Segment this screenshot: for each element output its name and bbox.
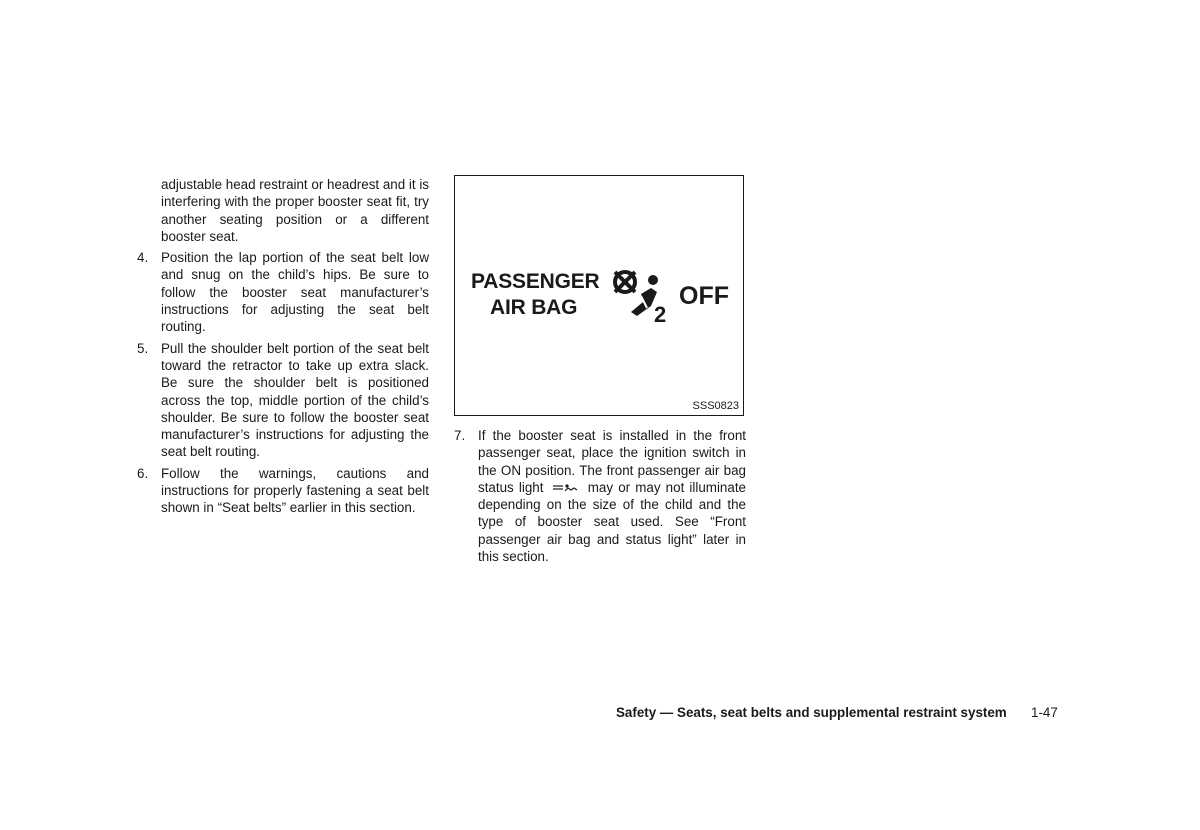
list-item-text: Follow the warnings, cautions and instructions for properly fastening a seat belt shown in “Seat belts” earlier in this section. — [161, 465, 429, 516]
continued-paragraph: adjustable head restraint or headrest and it is interfering with the proper booster seat fit, try another seating position or a different booster seat. — [161, 177, 429, 244]
list-item-number: 7. — [454, 428, 466, 443]
list-item — [137, 465, 429, 517]
figure-code: SSS0823 — [692, 400, 739, 412]
list-item-text — [478, 427, 746, 565]
list-item-number: 6. — [137, 465, 149, 481]
list-item-number: 5. — [137, 340, 149, 356]
list-item-text-part: If the booster seat is installed in the front passenger seat, place the ignition switch in the ON position. The front passenger air bag status light — [478, 428, 746, 495]
footer-section-title: Safety — Seats, seat belts and supplemental restraint system — [616, 705, 1007, 720]
list-item — [454, 427, 746, 565]
list-item-number: 4. — [137, 250, 149, 266]
left-column — [137, 176, 429, 521]
figure-label-air-bag: AIR BAG — [490, 296, 578, 319]
right-column — [454, 427, 746, 569]
figure-off-label: OFF — [679, 282, 729, 310]
list-item — [137, 340, 429, 461]
page-number: 1-47 — [1031, 705, 1058, 720]
list-item-text: Position the lap portion of the seat belt low and snug on the child’s hips. Be sure to follow the booster seat manufacturer’s instructions for adjusting the seat belt routing. — [161, 250, 429, 335]
airbag-off-icon — [611, 268, 673, 324]
list-item-text-part: may or may not illuminate depending on the size of the child and the type of booster seat used. See “Front passenger air bag and status light” later in this section. — [478, 479, 746, 565]
svg-text:2: 2 — [654, 302, 667, 324]
list-item — [137, 249, 429, 335]
airbag-off-figure — [454, 175, 744, 416]
passenger-airbag-status-light-icon — [552, 483, 580, 493]
figure-label-passenger: PASSENGER — [471, 270, 600, 293]
list-item-text: Pull the shoulder belt portion of the seat belt toward the retractor to take up extra slack. Be sure the shoulder belt is positioned across the top, middle portion of the child’s shoulder. Be sure to follow the booster seat manufacturer’s instructions for adjusting the seat belt routing. — [161, 340, 429, 460]
